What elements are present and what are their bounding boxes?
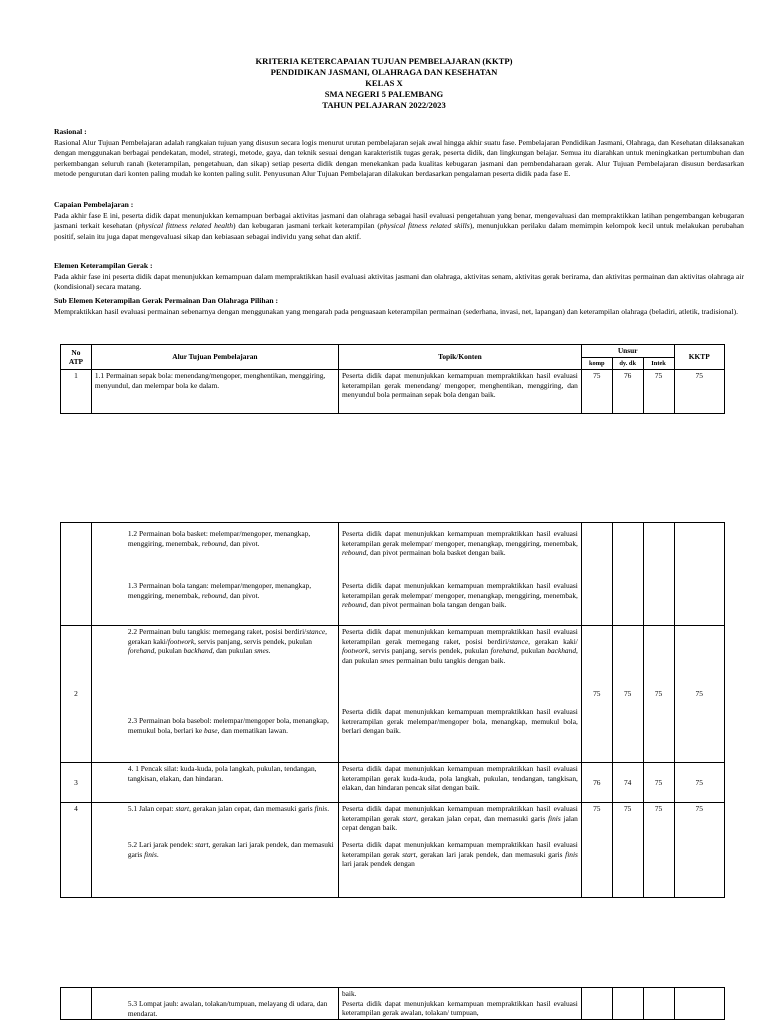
table-row: [61, 988, 725, 1020]
row1-kktp: 75: [674, 370, 725, 414]
row3-alur: 4. 1 Pencak silat: kuda-kuda, pola langkah, pukulan, tendangan, tangkisan, elakan, dan hindaran.: [91, 763, 338, 803]
row52-topik: Peserta didik dapat menunjukkan kemampuan mempraktikkan hasil evaluasi keterampilan gerak start, gerakan lari jarak pendek, dan memasuki garis finis lari jarak pendek dengan: [341, 840, 578, 869]
doc-year: TAHUN PELAJARAN 2022/2023: [322, 100, 446, 110]
subelemen-text: Mempraktikkan hasil evaluasi permainan sebenarnya dengan menggunakan yang mengarah pada penguasaan keterampilan permainan (sederhana, invasi, net, lapangan) dan keterampilan olahraga (beladiri, atletik, tradisional).: [54, 306, 739, 316]
kktp-table-2: [60, 522, 725, 898]
header-alur: Alur Tujuan Pembelajaran: [91, 345, 338, 370]
table-row: [61, 626, 725, 763]
row2-dydk: 75: [612, 626, 643, 763]
row3-kktp: 75: [674, 763, 725, 803]
row4-komp: 75: [581, 803, 612, 898]
row3-komp: 76: [581, 763, 612, 803]
row4-kktp: 75: [674, 803, 725, 898]
elemen-text: Pada akhir fase ini peserta didik dapat menunjukkan kemampuan dalam mempraktikkan hasil evaluasi aktivitas jasmani dan olahraga, aktivitas senam, aktivitas gerak berirama, dan aktivitas permainan dan aktivitas olahraga air (kondisional) secara matang.: [54, 271, 744, 291]
rasional-text: Rasional Alur Tujuan Pembelajaran adalah rangkaian tujuan yang disusun secara logis menurut urutan pembelajaran sejak awal hingga akhir suatu fase. Pembelajaran Pendidikan Jasmani, Olahraga, dan Kesehatan dilaksanakan dengan menggunakan berbagai pendekatan, model, strategi, metode, gaya, dan teknik sesuai dengan karakteristik tugas gerak, peserta didik, dan lingkungan belajar. Semua itu diarahkan untuk meningkatkan pertumbuhan dan perkembangan seluruh ranah (keterampilan, pengetahuan, dan sikap) setiap peserta didik dengan menekankan pada kualitas kebugaran jasmani dan pembendaharaan gerak. Alur Tujuan Pembelajaran disusun berdasarkan metode pengurutan dari konten paling mudah ke konten paling sulit. Penyusunan Alur Tujuan Pembelajaran dilakukan berdasarkan pengalaman peserta didik pada fase E.: [54, 137, 744, 178]
header-intek: Intek: [643, 357, 674, 370]
doc-subject: PENDIDIKAN JASMANI, OLAHRAGA DAN KESEHATAN: [270, 67, 498, 77]
header-dydk: dy. dk: [612, 357, 643, 370]
row51-topik: Peserta didik dapat menunjukkan kemampuan mempraktikkan hasil evaluasi keterampilan gerak start, gerakan jalan cepat, dan memasuki garis finis jalan cepat dengan baik.: [341, 804, 578, 833]
row53-topik: Peserta didik dapat menunjukkan kemampuan mempraktikkan hasil evaluasi keterampilan gerak awalan, tolakan/ tumpuan,: [341, 998, 578, 1018]
doc-school: SMA NEGERI 5 PALEMBANG: [324, 89, 444, 99]
header-kktp: KKTP: [674, 345, 725, 370]
row23-topik: Peserta didik dapat menunjukkan kemampuan mempraktikkan hasil evaluasi ketrerampilan gerak melempar/mengoper bola, menangkap, memukul bola, berlari dengan baik.: [341, 707, 578, 736]
subelemen-section: [54, 296, 744, 317]
capaian-section: [54, 200, 744, 242]
row1-dydk: 76: [612, 370, 643, 414]
doc-title: KRITERIA KETERCAPAIAN TUJUAN PEMBELAJARAN (KKTP): [255, 56, 513, 66]
row3-intek: 75: [643, 763, 674, 803]
capaian-text: Pada akhir fase E ini, peserta didik dapat menunjukkan kemampuan berbagai aktivitas jasmani dan olahraga sebagai hasil evaluasi pengetahuan yang benar, mengevaluasi dan mempraktikkan latihan pengembangan kebugaran jasmani terkait kesehatan (physical fittness related health) dan kebugaran jasmani terkait keterampilan (physical fitness related skills), menunjukkan perilaku dalam memimpin kelompok kecil untuk melakukan perubahan positif, selain itu juga dapat mengevaluasi sikap dan kebiasaan sebagai individu yang sehat dan aktif.: [54, 210, 744, 241]
row52-topik-carry: baik.: [341, 989, 357, 998]
row4-dydk: 75: [612, 803, 643, 898]
row4-intek: 75: [643, 803, 674, 898]
subelemen-heading: Sub Elemen Keterampilan Gerak Permainan Dan Olahraga Pilihan :: [54, 296, 279, 305]
row1-komp: 75: [581, 370, 612, 414]
row1-topik: Peserta didik dapat menunjukkan kemampuan mempraktikkan hasil evaluasi keterampilan gerak menendang/ mengoper, menghentikan, menggiring, dan menyundul bola permainan sepak bola dengan baik.: [338, 370, 581, 414]
header-unsur: Unsur: [581, 345, 674, 358]
row3-topik: Peserta didik dapat menunjukkan kemampuan mempraktikkan hasil evaluasi keterampilan gerak kuda-kuda, pola langkah, pukulan, tendangan, tangkisan, elakan, dan hindaran pencak silat dengan baik.: [338, 763, 581, 803]
table-row: [61, 523, 725, 626]
table-row: [61, 803, 725, 898]
row3-dydk: 74: [612, 763, 643, 803]
kktp-table-3: [60, 987, 725, 1020]
row23-alur: 2.3 Permainan bola basebol: melempar/mengoper bola, menangkap, memukul bola, berlari ke base, dan mematikan lawan.: [127, 716, 329, 735]
rasional-section: [54, 127, 744, 180]
row2-komp: 75: [581, 626, 612, 763]
table-row: [61, 763, 725, 803]
row22-alur: 2.2 Permainan bulu tangkis: memegang raket, posisi berdiri/stance, gerakan kaki/footwork, servis panjang, servis pendek, pukulan forehand, pukulan backhand, dan pukulan smes.: [127, 627, 327, 656]
row52-alur: 5.2 Lari jarak pendek: start, gerakan lari jarak pendek, dan memasuki garis finis.: [127, 840, 334, 859]
row12-topik: Peserta didik dapat menunjukkan kemampuan mempraktikkan hasil evaluasi keterampilan gerak melempar/ mengoper, menangkap, menggiring, menembak, rebound, dan pivot permainan bola basket dengan baik.: [341, 529, 578, 558]
capaian-heading: Capaian Pembelajaran :: [54, 200, 134, 209]
row3-no: 3: [61, 763, 92, 803]
row12-alur: 1.2 Permainan bola basket: melempar/mengoper, menangkap, menggiring, menembak, rebound, dan pivot.: [127, 529, 311, 548]
row51-alur: 5.1 Jalan cepat: start, gerakan jalan cepat, dan memasuki garis finis.: [127, 804, 330, 813]
doc-class: KELAS X: [365, 78, 403, 88]
header-no-atp: No ATP: [61, 345, 92, 370]
row22-topik: Peserta didik dapat menunjukkan kemampuan mempraktikkan hasil evaluasi keterampilan gerak memegang raket, posisi berdiri/stance, gerakan kaki/ footwork, servis panjang, servis pendek, pukulan forehand, pukulan backhand, dan pukulan smes permainan bulu tangkis dengan baik.: [341, 627, 578, 665]
row1-alur: 1.1 Permainan sepak bola: menendang/mengoper, menghentikan, menggiring, menyundul, dan melempar bola ke dalam.: [91, 370, 338, 414]
row2-kktp: 75: [674, 626, 725, 763]
row1-intek: 75: [643, 370, 674, 414]
row2-intek: 75: [643, 626, 674, 763]
kktp-table-1: [60, 344, 725, 414]
row2-no: 2: [61, 626, 92, 763]
table-row: [61, 370, 725, 414]
header-komp: komp: [581, 357, 612, 370]
rasional-heading: Rasional :: [54, 127, 87, 136]
row1-no: 1: [61, 370, 92, 414]
row13-alur: 1.3 Permainan bola tangan: melempar/mengoper, menangkap, menggiring, menembak, rebound, dan pivot.: [127, 581, 312, 600]
row4-no: 4: [61, 803, 92, 898]
header-topik: Topik/Konten: [338, 345, 581, 370]
elemen-section: [54, 261, 744, 293]
elemen-heading: Elemen Keterampilan Gerak :: [54, 261, 153, 270]
row53-alur: 5.3 Lompat jauh: awalan, tolakan/tumpuan, melayang di udara, dan mendarat.: [91, 988, 338, 1020]
row13-topik: Peserta didik dapat menunjukkan kemampuan mempraktikkan hasil evaluasi keterampilan gerak melempar/ mengoper, menangkap, menggiring, menembak, rebound, dan pivot permainan bola tangan dengan baik.: [341, 581, 578, 610]
